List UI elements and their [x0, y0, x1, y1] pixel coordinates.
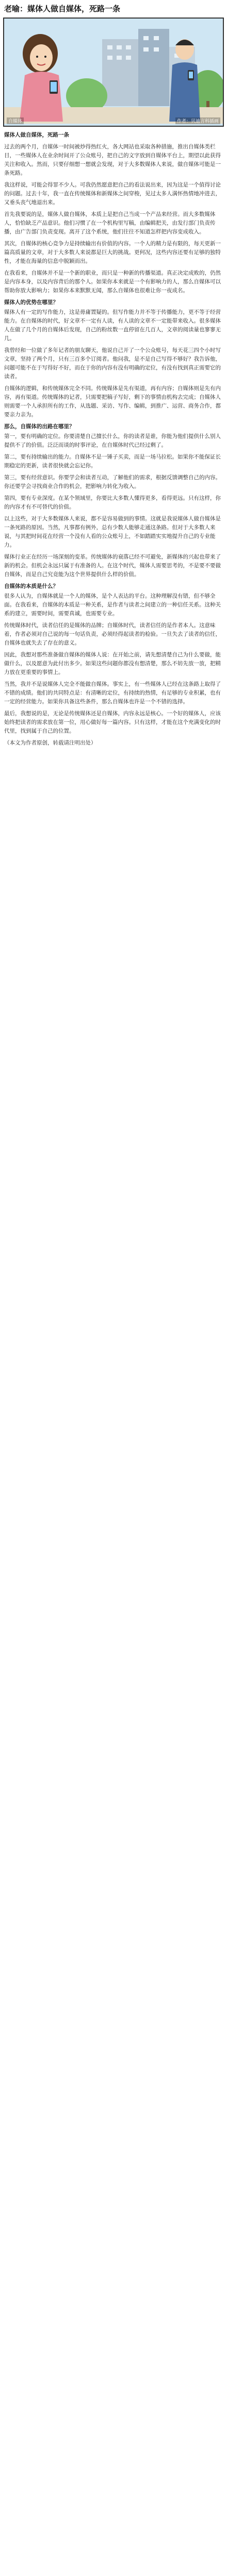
article-paragraph: 其次，自媒体的核心竞争力是持续输出有价值的内容。一个人的精力是有限的，每天更新一篇高质量的文章，对于大多数人来说都是巨大的挑战。更何况，这些内容还要有足够的独特性，才能在海量的信息中脱颖而出。 — [4, 241, 221, 264]
article-subheading: 那么，自媒体的出路在哪里？ — [4, 423, 75, 430]
article-paragraph: 最后，我想说的是，无论是传统媒体还是自媒体，内容永远是核心。一个好的媒体人，应该始终把读者的需求放在第一位，用心做好每一篇内容。只有这样，才能在这个充满变化的时代里，找到属于自己的位置。 — [4, 710, 221, 734]
article-paragraph: 第四，要有专业深度。在某个领域里，你要比大多数人懂得更多，看得更远。只有这样，你的内容才有不可替代的价值。 — [4, 495, 221, 510]
comic-svg — [4, 19, 223, 124]
article-paragraph: 首先我要说的是，媒体人做自媒体，本质上是把自己当成一个产品来经营。而大多数媒体人，恰恰缺乏产品意识。他们习惯了在一个机构里写稿，由编辑把关，由发行部门负责传播，由广告部门负责变现。离开了这个系统，他们往往不知道怎样把内容变成收入。 — [4, 211, 216, 235]
article-paragraph: （本文为作者原创，转载请注明出处） — [4, 740, 96, 746]
article-paragraph: 传统媒体时代，读者信任的是媒体的品牌；自媒体时代，读者信任的是作者本人。这意味着，作者必须对自己说的每一句话负责，必须经得起读者的检验。一旦失去了读者的信任，自媒体也就失去了存在的意义。 — [4, 622, 221, 646]
comic-caption-left: 自媒体 — [7, 117, 24, 124]
article-paragraph: 媒体人有一定的写作能力，这是毋庸置疑的。但写作能力并不等于传播能力，更不等于经营能力。在自媒体的时代，好文章不一定有人读，有人读的文章不一定能带来收入。很多媒体人在做了几个月的自媒体后发现，自己的粉丝数一直停留在几百人，文章的阅读量也寥寥无几。 — [4, 309, 221, 342]
article-paragraph: 第二，要有持续输出的能力。自媒体不是一锤子买卖，而是一场马拉松。如果你不能保证长期稳定的更新，读者很快就会忘记你。 — [4, 454, 221, 469]
article-subheading: 自媒体的本质是什么？ — [4, 583, 58, 589]
article-paragraph: 在我看来，自媒体并不是一个新的职业，而只是一种新的传播渠道。真正决定成败的，仍然是内容本身，以及内容背后的那个人。如果你本来就是一个有影响力的人，那么自媒体可以帮助你放大影响力；如果你本来默默无闻，那么自媒体也很难让你一夜成名。 — [4, 270, 221, 294]
article-paragraph: 当然，我并不是说媒体人完全不能做自媒体。事实上，有一些媒体人已经在这条路上取得了不错的成绩。他们的共同特点是：有清晰的定位，有持续的热情，有足够的专业积累，也有一定的经营能力。如果你具备这些条件，那么自媒体也许是一个不错的选择。 — [4, 681, 221, 705]
article-paragraph: 第三，要有经营意识。你要学会和读者互动，了解他们的需求，根据反馈调整自己的内容。你还要学会寻找商业合作的机会，把影响力转化为收入。 — [4, 474, 221, 489]
article-subheading: 媒体人的优势在哪里？ — [4, 299, 58, 306]
article-paragraph: 我这样说，可能会得罪不少人。可我仍然愿意把自己的看法说出来，因为这是一个值得讨论的问题。过去十年，我一直在传统媒体和新媒体之间穿梭，见过太多人满怀热情地冲进去，又垂头丧气地退出来。 — [4, 182, 221, 206]
comic-caption-right: 作者：贝迪言科插画 — [175, 117, 220, 124]
article-paragraph: 因此，我想对那些准备做自媒体的媒体人说：在开始之前，请先想清楚自己为什么要做，能做什么，以及愿意为此付出多少。如果这些问题你都没有想清楚，那么不妨先放一放，把精力放在更重要的事情上。 — [4, 652, 221, 675]
page-title: 老喻：媒体人做自媒体，死路一条 — [4, 4, 121, 13]
article-paragraph: 我曾经和一位做了多年记者的朋友聊天，他说自己开了一个公众账号，每天花三四个小时写文章，坚持了两个月，只有三百多个订阅者。他问我，是不是自己写得不够好？我告诉他，问题可能不在于写得好不好，而在于你的内容有没有明确的定位，有没有找到真正需要它的读者。 — [4, 347, 221, 380]
article-paragraph: 第一，要有明确的定位。你要清楚自己擅长什么，你的读者是谁，你能为他们提供什么别人提供不了的价值。泛泛而谈的时事评论，在自媒体时代已经过剩了。 — [4, 433, 221, 448]
article-paragraph: 很多人认为，自媒体就是一个人的媒体，是个人表达的平台。这种理解没有错，但不够全面。在我看来，自媒体的本质是一种关系，是作者与读者之间建立的一种信任关系。这种关系的建立，需要时间，需要真诚，也需要专业。 — [4, 593, 221, 617]
article-paragraph: 媒体人做自媒体，死路一条 — [4, 132, 69, 138]
article-body — [0, 127, 227, 748]
article-paragraph: 媒体行业正在经历一场深刻的变革。传统媒体的衰落已经不可避免，新媒体的兴起也带来了新的机会。但机会永远只属于有准备的人。在这个时代，媒体人需要思考的，不是要不要做自媒体，而是自己究竟能为这个世界提供什么样的价值。 — [4, 554, 221, 578]
article-paragraph: 过去的两个月，自媒体一时间被炒得热红火，各大网站也采取各种措施，推出自媒体类栏目，一些媒体人在业余时间开了公众账号，把自己的文字放到自媒体平台上，期望以此获得关注和收入。然而，只要仔细想一想就会发现，对于大多数媒体人来说，做自媒体可能是一条死路。 — [4, 144, 221, 176]
comic-illustration — [3, 18, 224, 127]
article-paragraph: 以上这些，对于大多数媒体人来说，都不是容易做到的事情。这就是我说媒体人做自媒体是一条死路的原因。当然，凡事都有例外，总有少数人能够走通这条路。但对于大多数人来说，与其把时间花在经营一个没有人看的公众账号上，不如踏踏实实地提升自己的专业能力。 — [4, 516, 221, 548]
article-paragraph: 自媒体的逻辑，和传统媒体完全不同。传统媒体是先有渠道，再有内容；自媒体则是先有内容，再有渠道。传统媒体的记者，只需要把稿子写好，剩下的事情由机构去完成；自媒体人则需要一个人承担所有的工作，从选题、采访、写作、编辑，到推广、运营、商务合作，都要亲力亲为。 — [4, 385, 221, 418]
